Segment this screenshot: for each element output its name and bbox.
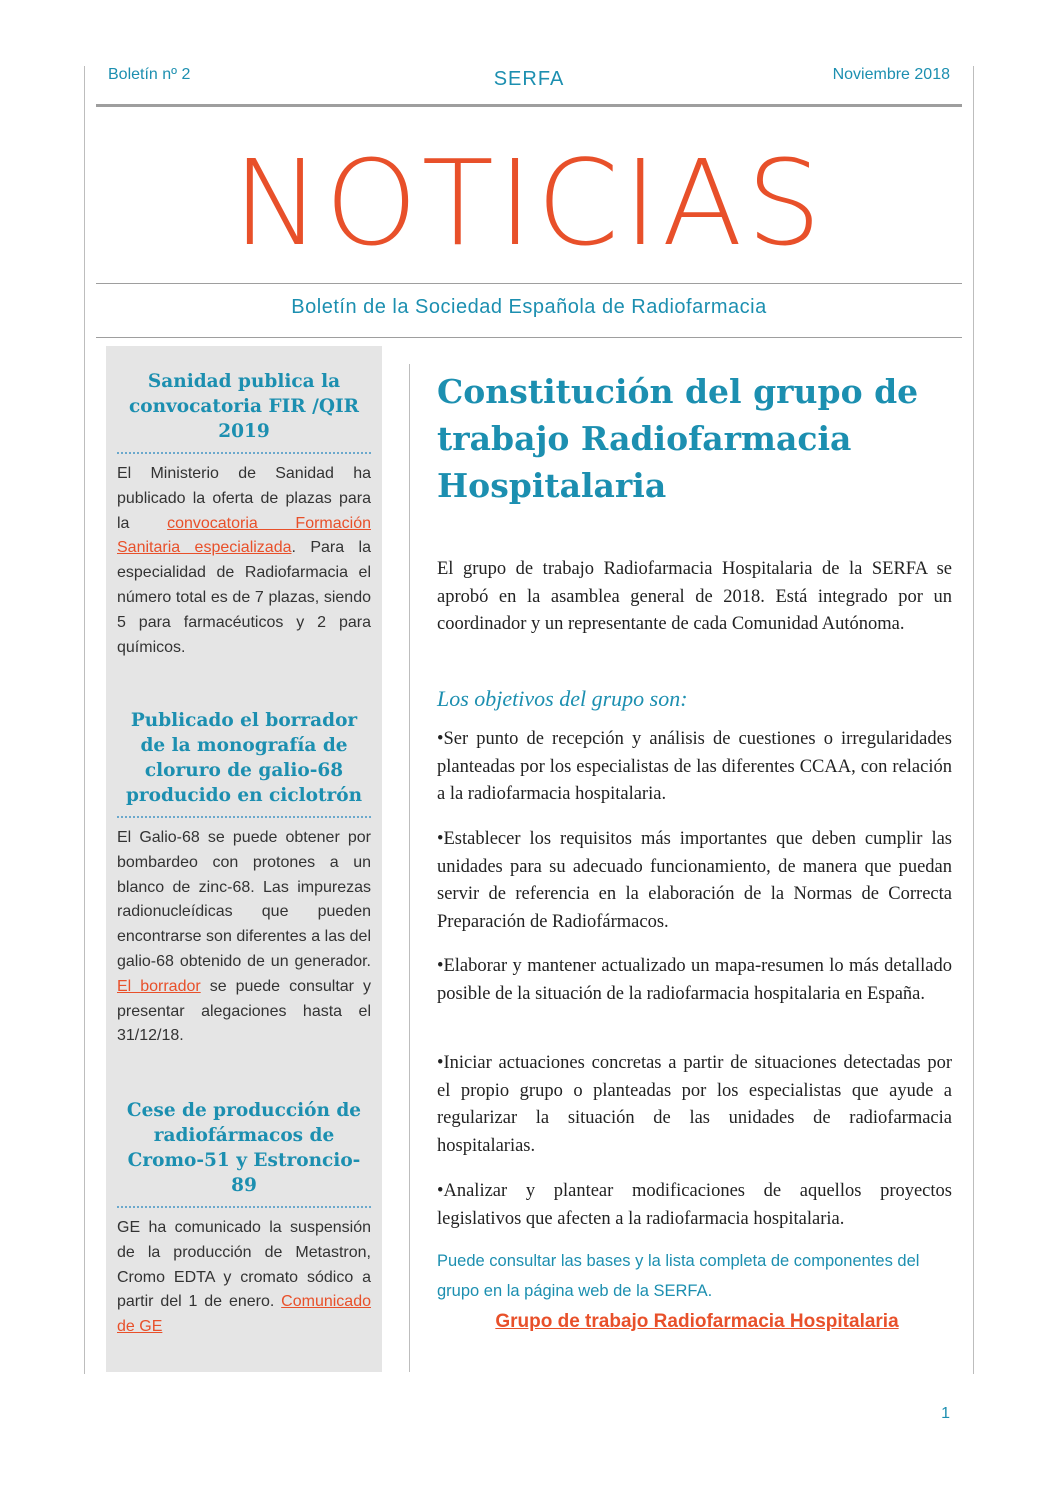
dotted-divider bbox=[117, 1206, 371, 1208]
body-text: El Galio-68 se puede obtener por bombardeo con protones a un blanco de zinc-68. Las impurezas radionucleídicas que pueden encontrarse son diferentes a las del galio-68 obtenido de un generador. bbox=[117, 829, 371, 970]
borrador-link[interactable]: El borrador bbox=[117, 977, 201, 995]
main-article bbox=[437, 368, 952, 1332]
sidebar-article-body bbox=[117, 1216, 371, 1340]
body-text: se puede consultar y presentar alegaciones hasta el 31/12/18. bbox=[117, 977, 371, 1045]
article-intro: El grupo de trabajo Radiofarmacia Hospitalaria de la SERFA se aprobó en la asamblea general de 2018. Está integrado por un coordinador y un representante de cada Comunidad Autónoma. bbox=[437, 559, 952, 634]
sidebar-article-title: Sanidad publica la convocatoria FIR /QIR 2019 bbox=[129, 371, 359, 442]
website-note: Puede consultar las bases y la lista completa de componentes del grupo en la página web de la SERFA. bbox=[437, 1252, 920, 1300]
masthead-rule-bottom bbox=[96, 337, 962, 338]
sidebar-article-cromo bbox=[117, 1098, 371, 1340]
dotted-divider bbox=[117, 816, 371, 818]
sidebar-article-body bbox=[117, 826, 371, 1049]
column-divider bbox=[409, 364, 410, 1372]
comunicado-ge-link[interactable]: Comunicado de GE bbox=[117, 1293, 371, 1336]
issue-number: Boletín nº 2 bbox=[108, 66, 191, 83]
working-group-link[interactable]: Grupo de trabajo Radiofarmacia Hospitalaria bbox=[495, 1311, 899, 1332]
organization-name: SERFA bbox=[493, 68, 565, 90]
issue-date: Noviembre 2018 bbox=[832, 66, 950, 83]
objective-item: •Establecer los requisitos más importantes que deben cumplir las unidades para su adecuado funcionamiento, de manera que puedan servir de referencia en la elaboración de la Normas de Correcta Preparación de Radiofármacos. bbox=[437, 829, 952, 932]
page-number: 1 bbox=[941, 1405, 950, 1422]
objective-item: •Elaborar y mantener actualizado un mapa-resumen lo más detallado posible de la situación de la radiofarmacia hospitalaria en España. bbox=[437, 956, 952, 1004]
dotted-divider bbox=[117, 452, 371, 454]
masthead-rule-top bbox=[96, 283, 962, 284]
sidebar-article-galio bbox=[117, 708, 371, 1049]
body-text: . Para la especialidad de Radiofarmacia el número total es de 7 plazas, siendo 5 para farmacéuticos y 2 para químicos. bbox=[117, 539, 371, 656]
objective-item: •Iniciar actuaciones concretas a partir de situaciones detectadas por el propio grupo o planteadas por los especialistas que ayude a regularizar la situación de las unidades de radiofarmacia hospitalarias. bbox=[437, 1053, 952, 1156]
convocatoria-link[interactable]: convocatoria Formación Sanitaria especializada bbox=[117, 514, 371, 557]
body-text: El Ministerio de Sanidad ha publicado la oferta de plazas para la bbox=[117, 465, 371, 532]
sidebar-article-fir-qir bbox=[117, 369, 371, 660]
sidebar bbox=[106, 346, 382, 1372]
objective-item: •Analizar y plantear modificaciones de aquellos proyectos legislativos que afecten a la radiofarmacia hospitalaria. bbox=[437, 1181, 952, 1229]
body-text: GE ha comunicado la suspensión de la producción de Metastron, Cromo EDTA y cromato sódico a partir del 1 de enero. bbox=[117, 1219, 371, 1311]
sidebar-article-title: Cese de producción de radiofármacos de Cromo-51 y Estroncio-89 bbox=[126, 1100, 362, 1196]
masthead-subtitle: Boletín de la Sociedad Española de Radiofarmacia bbox=[291, 296, 767, 318]
objectives-heading: Los objetivos del grupo son: bbox=[437, 686, 688, 711]
article-title: Constitución del grupo de trabajo Radiofarmacia Hospitalaria bbox=[437, 372, 919, 505]
sidebar-article-title: Publicado el borrador de la monografía de cloruro de galio-68 producido en ciclotrón bbox=[125, 710, 363, 806]
objective-item: •Ser punto de recepción y análisis de cuestiones o irregularidades planteadas por los especialistas de las diferentes CCAA, con relación a la radiofarmacia hospitalaria. bbox=[437, 729, 952, 804]
masthead-title: NOTICIAS bbox=[232, 134, 826, 272]
sidebar-article-body bbox=[117, 462, 371, 660]
header-rule bbox=[96, 104, 962, 107]
